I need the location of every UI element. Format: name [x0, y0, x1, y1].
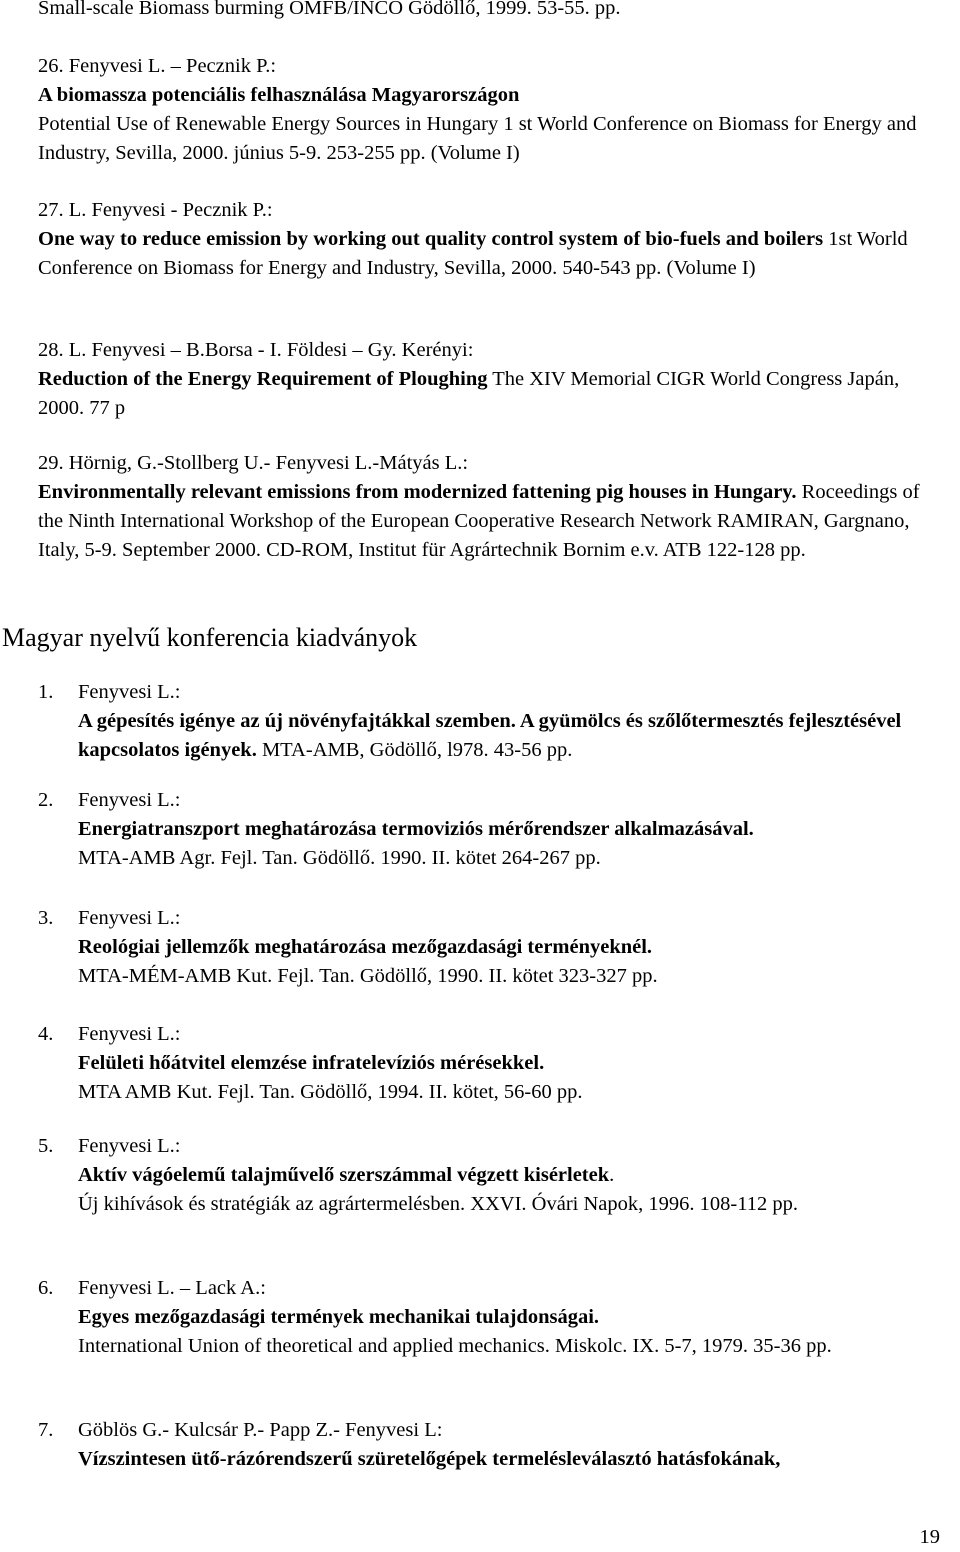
reference-28: [38, 336, 940, 423]
list-item: [38, 1020, 946, 1132]
item-number: 2.: [38, 789, 54, 811]
list-item: [38, 904, 946, 1020]
item-number: 3.: [38, 907, 54, 929]
list-item: [38, 1132, 946, 1274]
reference-title: Environmentally relevant emissions from modernized fattening pig houses in Hungary.: [38, 481, 797, 503]
list-item: [38, 1274, 946, 1416]
reference-title: Felületi hőátvitel elemzése infratelevíziós mérésekkel.: [78, 1052, 545, 1074]
reference-body: [38, 225, 940, 283]
reference-text: Small-scale Biomass burming OMFB/INCO Gödöllő, 1999. 53-55. pp.: [38, 0, 621, 19]
reference-authors: 27. L. Fenyvesi - Pecznik P.:: [38, 199, 273, 221]
item-number: 1.: [38, 681, 54, 703]
reference-title: Reológiai jellemzők meghatározása mezőgazdasági terményeknél.: [78, 936, 653, 958]
reference-authors: Göblös G.- Kulcsár P.- Papp Z.- Fenyvesi L:: [78, 1419, 443, 1441]
reference-authors: Fenyvesi L.:: [78, 789, 181, 811]
item-number: 7.: [38, 1419, 54, 1441]
reference-details: Új kihívások és stratégiák az agrártermelésben. XXVI. Óvári Napok, 1996. 108-112 pp.: [78, 1193, 798, 1215]
item-number: 5.: [38, 1135, 54, 1157]
reference-title: One way to reduce emission by working out quality control system of bio-fuels and boilers: [38, 228, 824, 250]
reference-title: Vízszintesen ütő-rázórendszerű szüretelőgépek termelésleválasztó hatásfokának,: [78, 1448, 781, 1470]
reference-details: Potential Use of Renewable Energy Sources in Hungary 1 st World Conference on Biomass for Energy and Industry, Sevilla, 2000. június 5-9. 253-255 pp. (Volume I): [38, 113, 917, 164]
reference-authors: 29. Hörnig, G.-Stollberg U.- Fenyvesi L.-Mátyás L.:: [38, 452, 469, 474]
reference-period: .: [609, 1164, 615, 1186]
reference-26: [38, 52, 940, 168]
reference-27: [38, 196, 940, 283]
reference-body: [38, 365, 940, 423]
reference-title: Energiatranszport meghatározása termoviziós mérőrendszer alkalmazásával.: [78, 818, 754, 840]
section-heading: Magyar nyelvű konferencia kiadványok: [2, 623, 418, 652]
reference-authors: 28. L. Fenyvesi – B.Borsa - I. Földesi – Gy. Kerényi:: [38, 339, 474, 361]
reference-details: MTA-AMB, Gödöllő, l978. 43-56 pp.: [256, 739, 573, 761]
reference-authors: Fenyvesi L.:: [78, 681, 181, 703]
conference-list: [38, 678, 946, 1474]
reference-authors: Fenyvesi L.:: [78, 907, 181, 929]
reference-authors: Fenyvesi L. – Lack A.:: [78, 1277, 266, 1299]
reference-details: 1st World Conference on Biomass for Energy and Industry, Sevilla, 2000. 540-543 pp. (Volume I): [38, 228, 908, 279]
list-item: [38, 1416, 946, 1474]
list-item: [38, 786, 946, 904]
item-number: 4.: [38, 1023, 54, 1045]
reference-title: Aktív vágóelemű talajművelő szerszámmal végzett kisérletek: [78, 1164, 610, 1186]
reference-authors: Fenyvesi L.:: [78, 1023, 181, 1045]
reference-details: The XIV Memorial CIGR World Congress Japán, 2000. 77 p: [38, 368, 900, 419]
reference-details: MTA-MÉM-AMB Kut. Fejl. Tan. Gödöllő, 1990. II. kötet 323-327 pp.: [78, 965, 658, 987]
reference-29: [38, 449, 940, 565]
reference-body: [38, 478, 940, 565]
reference-details: MTA-AMB Agr. Fejl. Tan. Gödöllő. 1990. II. kötet 264-267 pp.: [78, 847, 601, 869]
reference-title: A biomassza potenciális felhasználása Magyarországon: [38, 84, 520, 106]
reference-body: [38, 81, 940, 168]
list-item: [38, 678, 946, 786]
top-line: [38, 0, 940, 23]
reference-authors: 26. Fenyvesi L. – Pecznik P.:: [38, 55, 277, 77]
reference-details: International Union of theoretical and applied mechanics. Miskolc. IX. 5-7, 1979. 35-36 pp.: [78, 1335, 832, 1357]
reference-authors: Fenyvesi L.:: [78, 1135, 181, 1157]
reference-details: MTA AMB Kut. Fejl. Tan. Gödöllő, 1994. II. kötet, 56-60 pp.: [78, 1081, 583, 1103]
reference-title: A gépesítés igénye az új növényfajtákkal szemben. A gyümölcs és szőlőtermesztés fejlesztésével kapcsolatos igények.: [78, 710, 902, 761]
page-number: 19: [919, 1526, 940, 1548]
reference-title: Reduction of the Energy Requirement of Ploughing: [38, 368, 488, 390]
reference-details: Roceedings of the Ninth International Workshop of the European Cooperative Research Network RAMIRAN, Gargnano, Italy, 5-9. September 2000. CD-ROM, Institut für Agrártechnik Bornim e.v. ATB 122-128 pp.: [38, 481, 920, 561]
reference-title: Egyes mezőgazdasági termények mechanikai tulajdonságai.: [78, 1306, 600, 1328]
item-number: 6.: [38, 1277, 54, 1299]
